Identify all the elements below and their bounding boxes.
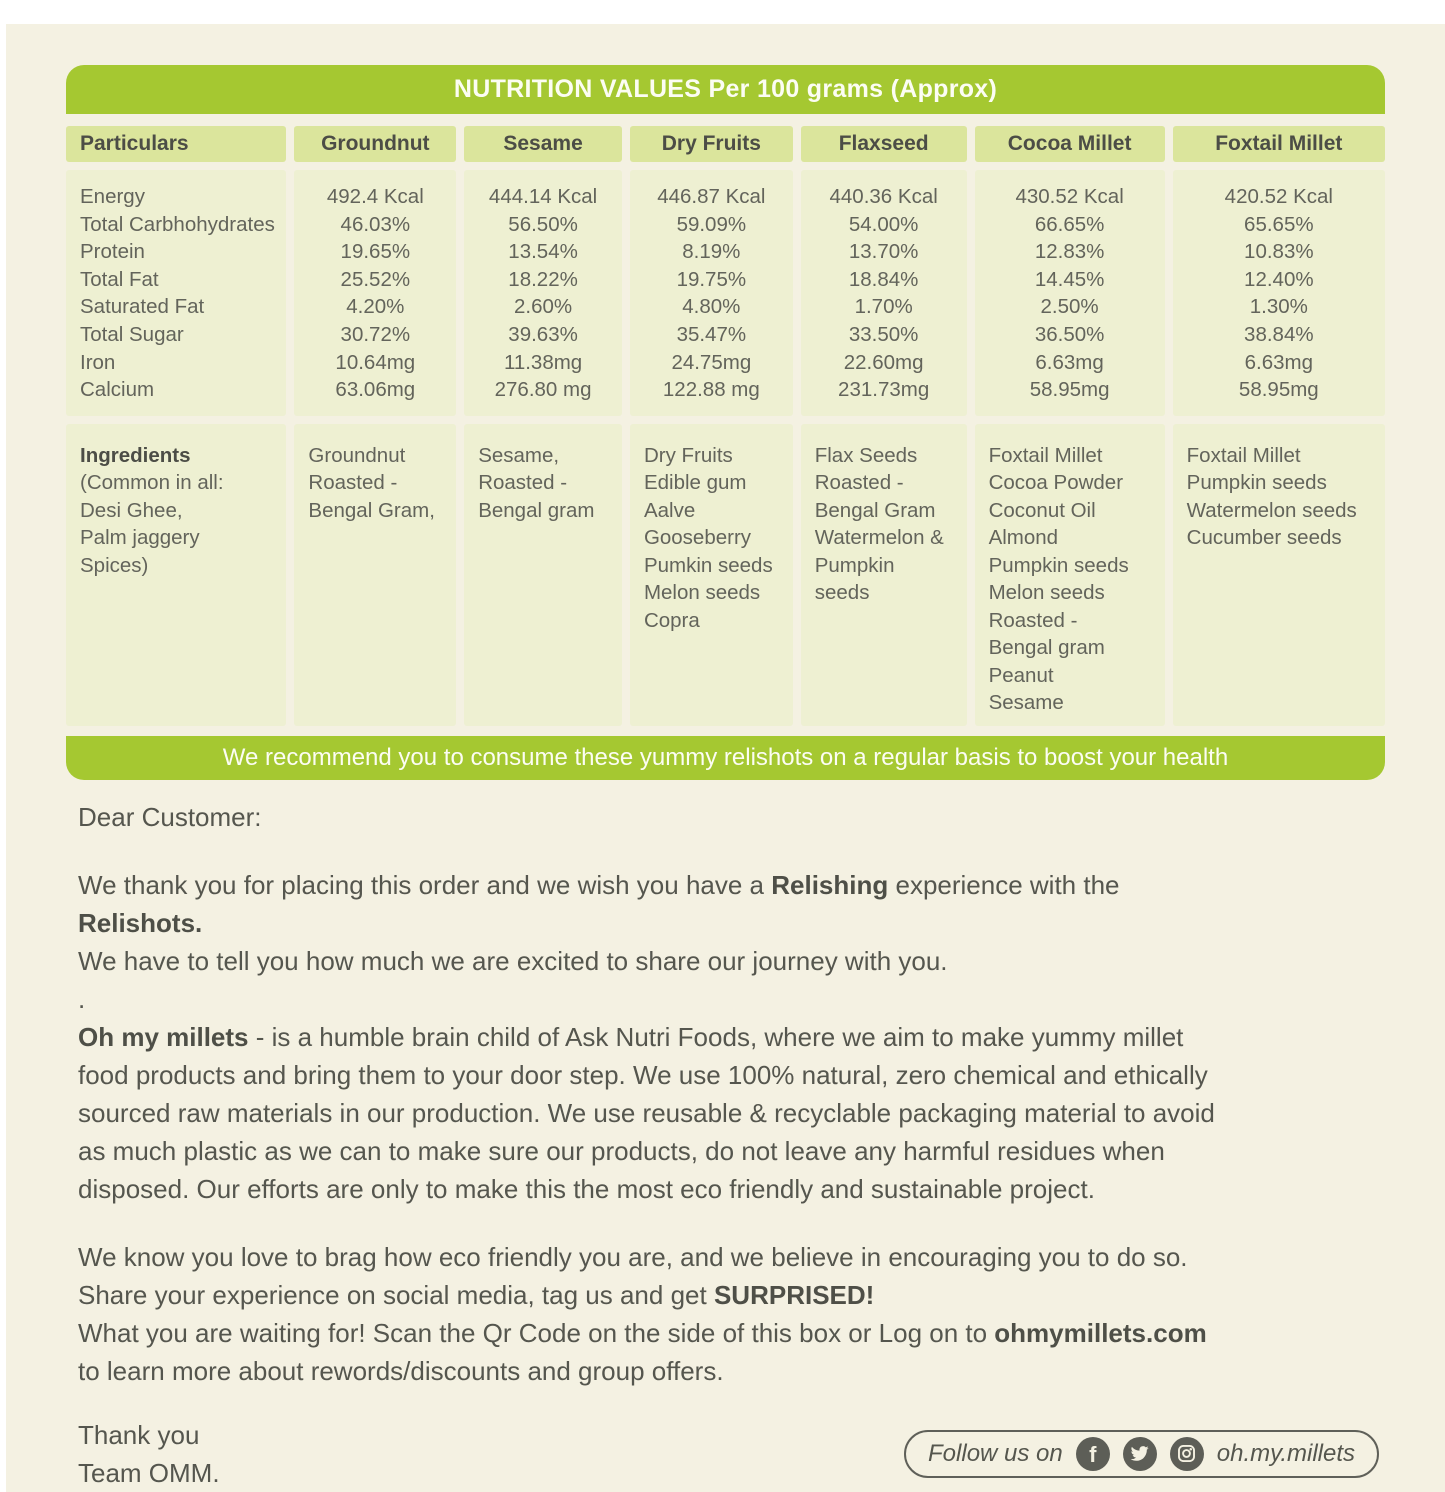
nutrition-row-label: Saturated Fat xyxy=(80,295,205,319)
ingredient-common-line: Desi Ghee, xyxy=(80,498,183,522)
nutrition-value: 46.03% xyxy=(340,212,411,236)
nutrition-value: 8.19% xyxy=(682,240,741,264)
ingredient-line: Pumpkin seeds xyxy=(988,553,1129,577)
ingredient-line: Peanut xyxy=(988,663,1054,687)
nutrition-row-label: Total Sugar xyxy=(80,322,184,346)
nutrition-value: 58.95mg xyxy=(1029,378,1110,402)
nutrition-value: 39.63% xyxy=(508,322,578,346)
nutrition-value: 58.95mg xyxy=(1238,378,1319,402)
nutrition-value: 59.09% xyxy=(676,212,747,236)
table-ingredients-row xyxy=(66,424,1385,726)
nutrition-value: 11.38mg xyxy=(503,350,583,374)
ingredients-block xyxy=(464,424,622,726)
letter-paragraph-2 xyxy=(78,1018,1216,1208)
nutrition-value: 2.60% xyxy=(514,295,573,319)
letter-paragraph-1 xyxy=(78,866,1216,942)
letter-text-bold: Relishing xyxy=(771,869,889,900)
letter-text: We thank you for placing this order and we wish you have a xyxy=(78,869,772,900)
letter-text: to learn more about rewords/discounts and group offers. xyxy=(78,1355,724,1386)
nutrition-value: 276.80 mg xyxy=(494,378,592,402)
column-header: Particulars xyxy=(66,126,286,162)
ingredient-line: Groundnut xyxy=(308,443,406,467)
ingredient-line: Melon seeds xyxy=(643,581,761,605)
column-header: Flaxseed xyxy=(801,126,967,162)
letter-paragraph-3 xyxy=(78,1238,1216,1314)
letter-text: - is a humble brain child of Ask Nutri Foods, where we aim to make yummy millet food products and bring them to your door step. We use 100% natural, zero chemical and ethically sourced raw materials in our production. We use reusable & recyclable packaging material to avoid as much plastic as we can to make sure our products, do not leave any harmful residues when disposed. Our efforts are only to make this the most eco friendly and sustainable project. xyxy=(78,1021,1215,1204)
table-values-row xyxy=(66,170,1385,416)
nutrition-value: 1.30% xyxy=(1249,295,1308,319)
ingredient-line: Edible gum xyxy=(643,471,747,495)
letter-text: experience with the xyxy=(888,869,1120,900)
ingredient-line: Gooseberry xyxy=(643,526,752,550)
nutrition-value: 25.52% xyxy=(340,267,411,291)
nutrition-value: 22.60mg xyxy=(843,350,924,374)
ingredient-line: Bengal Gram xyxy=(814,498,936,522)
nutrition-value: 13.70% xyxy=(848,240,919,264)
nutrition-value: 33.50% xyxy=(848,322,919,346)
nutrition-value: 231.73mg xyxy=(838,378,930,402)
social-handle[interactable]: oh.my.millets xyxy=(1216,1439,1355,1467)
ingredient-line: Roasted - xyxy=(478,471,568,495)
letter-text-bold: Oh my millets xyxy=(78,1021,249,1052)
ingredient-line: Watermelon & xyxy=(814,526,944,550)
letter-text-bold: SURPRISED! xyxy=(713,1279,875,1310)
letter-text: What you are waiting for! Scan the Qr Code on the side of this box or Log on to xyxy=(78,1317,995,1348)
values-block xyxy=(1173,170,1385,416)
ingredient-common-line: Spices) xyxy=(80,553,149,577)
nutrition-value: 18.84% xyxy=(848,267,919,291)
nutrition-table-card xyxy=(66,65,1385,780)
nutrition-value: 18.22% xyxy=(508,267,578,291)
ingredient-line: Roasted - xyxy=(988,608,1078,632)
nutrition-value: 36.50% xyxy=(1034,322,1105,346)
letter-text: We know you love to brag how eco friendly you are, and we believe in encouraging you to do so. Share your experience on social media, tag us and get xyxy=(78,1241,1188,1310)
nutrition-value: 13.54% xyxy=(508,240,578,264)
closing-thanks: Thank you xyxy=(78,1419,200,1450)
recommendation-banner: We recommend you to consume these yummy relishots on a regular basis to boost your health xyxy=(66,736,1385,780)
values-block xyxy=(630,170,793,416)
letter-closing xyxy=(78,1416,220,1492)
follow-us-label: Follow us on xyxy=(928,1439,1063,1467)
ingredient-line: Cucumber seeds xyxy=(1186,526,1342,550)
ingredient-line: Flax Seeds xyxy=(814,443,918,467)
nutrition-row-label: Total Carbhohydrates xyxy=(80,212,275,236)
nutrition-row-label: Iron xyxy=(80,350,116,374)
nutrition-value: 1.70% xyxy=(854,295,913,319)
column-header: Groundnut xyxy=(294,126,456,162)
ingredient-line: Almond xyxy=(988,526,1059,550)
nutrition-value: 444.14 Kcal xyxy=(488,185,598,208)
nutrition-value: 122.88 mg xyxy=(662,378,760,402)
nutrition-row-label: Protein xyxy=(80,240,145,264)
ingredients-block xyxy=(975,424,1165,726)
twitter-icon[interactable] xyxy=(1123,1437,1157,1471)
ingredient-line: Roasted - xyxy=(814,471,904,495)
column-header: Cocoa Millet xyxy=(975,126,1165,162)
ingredients-block xyxy=(630,424,793,726)
letter-paragraph-1-line2: We have to tell you how much we are excited to share our journey with you. xyxy=(78,945,948,976)
letter-stray-dot: . xyxy=(78,983,86,1014)
ingredient-line: Cocoa Powder xyxy=(988,471,1124,495)
ingredient-line: Foxtail Millet xyxy=(1186,443,1301,467)
ingredient-common-line: Palm jaggery xyxy=(80,526,200,550)
closing-row xyxy=(6,1390,1445,1492)
particulars-block xyxy=(66,170,286,416)
nutrition-row-label: Energy xyxy=(80,185,145,208)
ingredient-line: Pumkin seeds xyxy=(643,553,773,577)
letter-text-bold: Relishots. xyxy=(78,907,203,938)
ingredient-line: Coconut Oil xyxy=(988,498,1096,522)
nutrition-value: 19.75% xyxy=(676,267,747,291)
nutrition-value: 4.20% xyxy=(346,295,405,319)
table-header-row xyxy=(66,126,1385,162)
nutrition-value: 10.83% xyxy=(1244,240,1314,264)
ingredient-line: Pumpkin seeds xyxy=(814,553,895,605)
nutrition-value: 4.80% xyxy=(682,295,741,319)
ingredient-line: Watermelon seeds xyxy=(1186,498,1357,522)
ingredients-common-block xyxy=(66,424,286,726)
nutrition-value: 65.65% xyxy=(1244,212,1314,236)
ingredient-line: Pumpkin seeds xyxy=(1186,471,1327,495)
nutrition-value: 6.63mg xyxy=(1035,350,1104,374)
nutrition-value: 12.40% xyxy=(1244,267,1314,291)
ingredient-line: Sesame xyxy=(988,691,1064,715)
nutrition-value: 12.83% xyxy=(1034,240,1105,264)
values-block xyxy=(975,170,1165,416)
ingredient-line: Melon seeds xyxy=(988,581,1105,605)
column-header: Foxtail Millet xyxy=(1173,126,1385,162)
social-follow-pill[interactable] xyxy=(904,1430,1379,1478)
letter-paragraph-4 xyxy=(78,1314,1216,1390)
ingredients-block xyxy=(801,424,967,726)
letter-text-bold: ohmymillets.com xyxy=(994,1317,1207,1348)
nutrition-value: 492.4 Kcal xyxy=(326,185,424,208)
closing-team: Team OMM. xyxy=(78,1457,220,1488)
ingredient-line: Aalve xyxy=(643,498,696,522)
ingredient-line: Dry Fruits xyxy=(643,443,733,467)
column-header: Dry Fruits xyxy=(630,126,793,162)
ingredient-common-line: (Common in all: xyxy=(80,471,224,495)
nutrition-value: 35.47% xyxy=(676,322,747,346)
ingredient-line: Copra xyxy=(643,608,700,632)
ingredient-line: Foxtail Millet xyxy=(988,443,1103,467)
nutrition-value: 63.06mg xyxy=(335,378,416,402)
letter-salutation: Dear Customer: xyxy=(78,801,262,832)
nutrition-value: 30.72% xyxy=(340,322,411,346)
nutrition-value: 10.64mg xyxy=(335,350,416,374)
values-block xyxy=(464,170,622,416)
page xyxy=(6,24,1445,1492)
nutrition-value: 56.50% xyxy=(508,212,578,236)
nutrition-value: 430.52 Kcal xyxy=(1015,185,1124,208)
nutrition-value: 38.84% xyxy=(1244,322,1314,346)
nutrition-value: 6.63mg xyxy=(1244,350,1314,374)
nutrition-table-title: NUTRITION VALUES Per 100 grams (Approx) xyxy=(66,65,1385,114)
ingredients-title: Ingredients xyxy=(80,443,191,467)
nutrition-value: 24.75mg xyxy=(671,350,752,374)
ingredient-line: Bengal gram xyxy=(988,636,1105,660)
facebook-icon[interactable]: f xyxy=(1076,1437,1110,1471)
nutrition-value: 2.50% xyxy=(1040,295,1099,319)
nutrition-value: 420.52 Kcal xyxy=(1224,185,1333,208)
nutrition-row-label: Calcium xyxy=(80,378,155,402)
instagram-icon[interactable] xyxy=(1170,1437,1204,1471)
nutrition-value: 14.45% xyxy=(1034,267,1105,291)
ingredients-block xyxy=(294,424,456,726)
values-block xyxy=(801,170,967,416)
nutrition-row-label: Total Fat xyxy=(80,267,159,291)
ingredient-line: Roasted - xyxy=(308,471,398,495)
ingredients-block xyxy=(1173,424,1385,726)
ingredient-line: Bengal gram xyxy=(478,498,595,522)
ingredient-line: Bengal Gram, xyxy=(308,498,435,522)
column-header: Sesame xyxy=(464,126,622,162)
nutrition-value: 66.65% xyxy=(1034,212,1105,236)
nutrition-value: 446.87 Kcal xyxy=(657,185,766,208)
ingredient-line: Sesame, xyxy=(478,443,560,467)
nutrition-value: 54.00% xyxy=(848,212,919,236)
values-block xyxy=(294,170,456,416)
customer-letter xyxy=(6,780,1276,1390)
nutrition-value: 440.36 Kcal xyxy=(829,185,938,208)
nutrition-value: 19.65% xyxy=(340,240,411,264)
